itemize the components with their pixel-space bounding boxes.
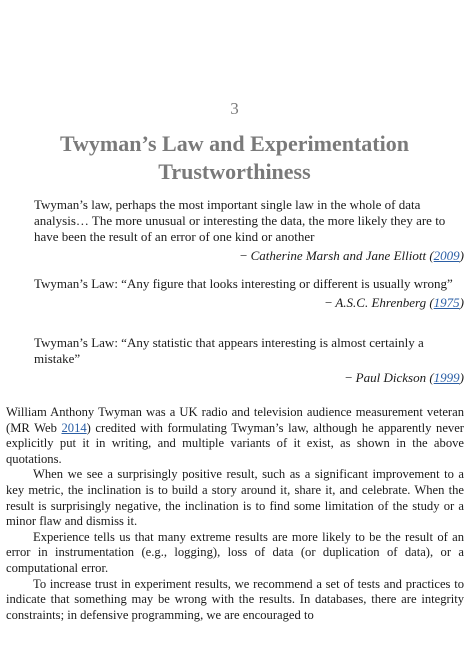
- citation-link-1999[interactable]: 1999: [433, 370, 460, 385]
- paragraph-1-text-b: ) credited with formulating Twyman’s law, although he apparently never explicitly put it in writing, and multiple variants of it exist, as shown in the above quotations.: [6, 420, 464, 466]
- paragraph-2: When we see a surprisingly positive result, such as a significant improvement to a key metric, the inclination is to build a story around it, share it, and celebrate. When the result is surprisingly negative, the inclination is to find some limitation of the study or a minor flaw and dismiss it.: [6, 467, 464, 529]
- paragraph-3: Experience tells us that many extreme results are more likely to be the result of an error in instrumentation (e.g., logging), loss of data (or duplication of data), or a computational error.: [6, 529, 464, 575]
- attribution-close: ): [459, 248, 464, 263]
- epigraph-attribution: [34, 248, 464, 264]
- attribution-close: ): [459, 370, 464, 385]
- citation-link-2009[interactable]: 2009: [433, 248, 460, 263]
- attribution-close: ): [459, 295, 464, 310]
- paragraph-1: [6, 405, 464, 467]
- epigraph-1: [34, 197, 464, 264]
- citation-link-1975[interactable]: 1975: [433, 295, 460, 310]
- paragraph-4: To increase trust in experiment results, we recommend a set of tests and practices to indicate that something may be wrong with the results. In databases, there are integrity constraints; in defensive programming, we are encouraged to: [6, 576, 464, 622]
- citation-link-2014[interactable]: 2014: [61, 420, 87, 435]
- epigraph-attribution: [34, 370, 464, 386]
- attribution-author: Catherine Marsh and Jane Elliott (: [250, 248, 434, 263]
- paragraph-1-text-a: William Anthony Twyman was a UK radio and television audience measurement veteran (MR Web: [6, 405, 464, 435]
- epigraph-quote: Twyman’s Law: “Any figure that looks interesting or different is usually wrong”: [34, 276, 453, 291]
- epigraph-attribution: [34, 295, 464, 311]
- body-text: [6, 405, 464, 623]
- attribution-author: A.S.C. Ehrenberg (: [335, 295, 434, 310]
- attribution-dash: −: [345, 370, 353, 385]
- chapter-title-line-1: Twyman’s Law and Experimentation: [60, 131, 409, 156]
- epigraph-quote: Twyman’s Law: “Any statistic that appears interesting is almost certainly a mistake”: [34, 335, 424, 366]
- chapter-title-line-2: Trustworthiness: [158, 159, 311, 184]
- attribution-dash: −: [324, 295, 333, 310]
- attribution-author: Paul Dickson (: [355, 370, 434, 385]
- epigraph-2: [34, 276, 464, 311]
- epigraph-quote: Twyman’s law, perhaps the most important single law in the whole of data analysis… The more unusual or interesting the data, the more likely they are to have been the result of an error of one kind or another: [34, 197, 446, 244]
- chapter-title: [0, 130, 469, 186]
- epigraph-3: [34, 335, 464, 386]
- chapter-number: 3: [230, 99, 239, 118]
- attribution-dash: −: [240, 248, 248, 263]
